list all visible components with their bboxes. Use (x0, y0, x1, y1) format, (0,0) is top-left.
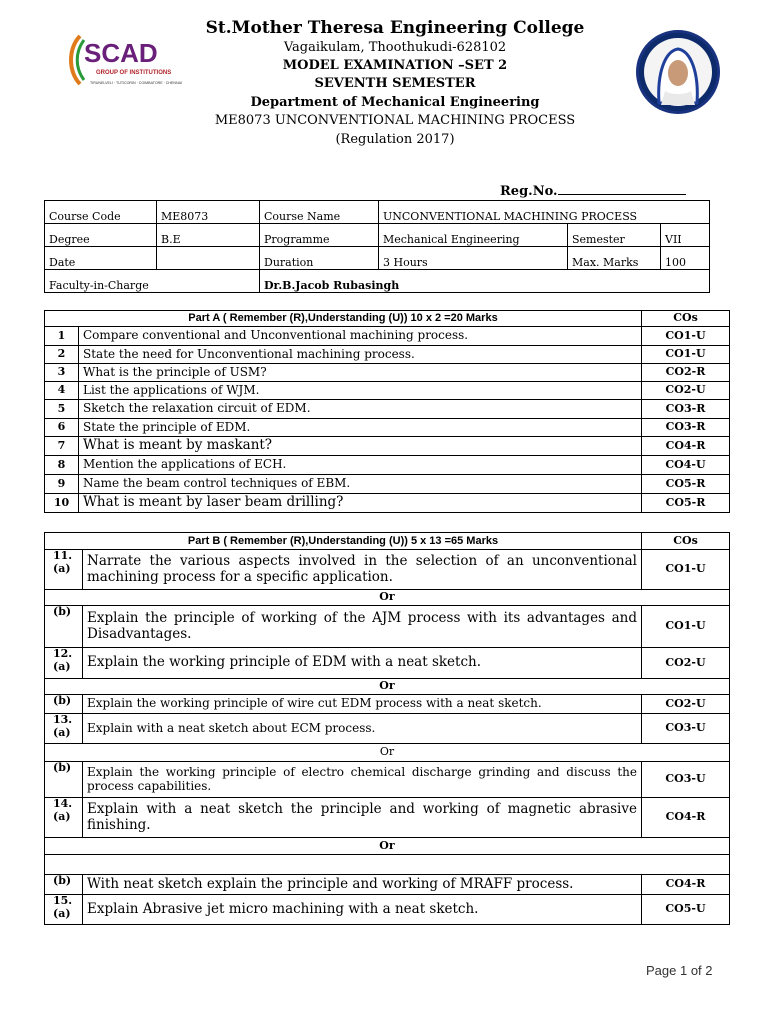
faculty-label: Faculty-in-Charge (45, 270, 260, 293)
college-address: Vagaikulam, Thoothukudi-628102 (283, 40, 507, 55)
question-co: CO2-U (642, 382, 730, 400)
question-number: (b) (45, 875, 83, 895)
logo-sub-text: GROUP OF INSTITUTIONS (96, 70, 172, 76)
part-b-header: Part B ( Remember (R),Understanding (U)) 5 x 13 =65 Marks (45, 533, 642, 550)
question-co: CO5-R (642, 475, 730, 494)
logo-main-text: SCAD (84, 38, 158, 68)
semester-value: VII (661, 224, 710, 247)
subject-title: ME8073 UNCONVENTIONAL MACHINING PROCESS (214, 113, 576, 128)
question-number: 14. (a) (45, 798, 83, 838)
question-co: CO4-R (642, 798, 730, 838)
part-a-header: Part A ( Remember (R),Understanding (U)) 10 x 2 =20 Marks (45, 311, 642, 327)
question-text: Explain the working principle of EDM with a neat sketch. (83, 648, 642, 679)
regulation-text: (Regulation 2017) (335, 132, 455, 147)
course-name-value: UNCONVENTIONAL MACHINING PROCESS (379, 201, 710, 224)
question-text: Explain with a neat sketch about ECM process. (83, 714, 642, 744)
degree-label: Degree (45, 224, 157, 247)
degree-value: B.E (157, 224, 260, 247)
question-text: Explain with a neat sketch the principle and working of magnetic abrasive finishing. (83, 798, 642, 838)
question-text: Compare conventional and Unconventional machining process. (79, 327, 642, 346)
question-text: Explain the working principle of electro chemical discharge grinding and discuss the process capabilities. (83, 762, 642, 798)
question-text: Explain the working principle of wire cut EDM process with a neat sketch. (83, 695, 642, 714)
part-a-co-header: COs (642, 311, 730, 327)
reg-no-line (558, 182, 686, 195)
question-text: Explain Abrasive jet micro machining with a neat sketch. (83, 895, 642, 925)
question-co: CO4-U (642, 456, 730, 475)
part-a-table (44, 310, 730, 513)
date-value (157, 247, 260, 270)
question-number: (b) (45, 695, 83, 714)
exam-title: MODEL EXAMINATION –SET 2 (282, 58, 508, 73)
logo-places-text: TIRUNELVELI · TUTICORIN · COIMBATORE · CHENNAI (90, 81, 182, 85)
question-co: CO5-U (642, 895, 730, 925)
question-text: With neat sketch explain the principle and working of MRAFF process. (83, 875, 642, 895)
reg-no (500, 182, 686, 199)
question-co: CO4-R (642, 437, 730, 456)
portrait-photo (636, 30, 720, 114)
max-marks-value: 100 (661, 247, 710, 270)
question-number: 9 (45, 475, 79, 494)
blank-row (45, 855, 730, 875)
question-co: CO1-U (642, 327, 730, 346)
question-text: Sketch the relaxation circuit of EDM. (79, 400, 642, 419)
question-co: CO3-U (642, 714, 730, 744)
portrait-image (639, 33, 717, 111)
question-number: 6 (45, 419, 79, 437)
semester-title: SEVENTH SEMESTER (314, 76, 476, 91)
duration-label: Duration (260, 247, 379, 270)
question-text: What is meant by laser beam drilling? (79, 494, 642, 513)
or-separator: Or (45, 590, 730, 606)
page-number: Page 1 of 2 (646, 963, 713, 978)
faculty-value: Dr.B.Jacob Rubasingh (260, 270, 710, 293)
question-number: 12. (a) (45, 648, 83, 679)
question-number: 13. (a) (45, 714, 83, 744)
question-co: CO2-U (642, 648, 730, 679)
question-number: 7 (45, 437, 79, 456)
question-number: (b) (45, 762, 83, 798)
question-co: CO3-R (642, 419, 730, 437)
course-code-value: ME8073 (157, 201, 260, 224)
question-co: CO3-R (642, 400, 730, 419)
course-info-table (44, 200, 710, 293)
question-co: CO5-R (642, 494, 730, 513)
programme-label: Programme (260, 224, 379, 247)
or-separator: Or (45, 744, 730, 762)
question-co: CO2-U (642, 695, 730, 714)
question-text: Explain the principle of working of the AJM process with its advantages and Disadvantages. (83, 606, 642, 648)
reg-no-label: Reg.No. (500, 184, 558, 199)
question-text: What is the principle of USM? (79, 364, 642, 382)
or-separator: Or (45, 679, 730, 695)
question-number: 2 (45, 346, 79, 364)
course-code-label: Course Code (45, 201, 157, 224)
course-name-label: Course Name (260, 201, 379, 224)
part-b-co-header: COs (642, 533, 730, 550)
semester-label: Semester (568, 224, 661, 247)
question-number: 11. (a) (45, 550, 83, 590)
question-text: State the need for Unconventional machining process. (79, 346, 642, 364)
programme-value: Mechanical Engineering (379, 224, 568, 247)
or-separator: Or (45, 838, 730, 855)
max-marks-label: Max. Marks (568, 247, 661, 270)
question-number: 5 (45, 400, 79, 419)
question-text: Mention the applications of ECH. (79, 456, 642, 475)
question-number: 8 (45, 456, 79, 475)
question-co: CO1-U (642, 606, 730, 648)
question-co: CO1-U (642, 550, 730, 590)
question-text: Narrate the various aspects involved in the selection of an unconventional machining process for a specific application. (83, 550, 642, 590)
question-number: 10 (45, 494, 79, 513)
question-number: 3 (45, 364, 79, 382)
question-text: State the principle of EDM. (79, 419, 642, 437)
question-text: Name the beam control techniques of EBM. (79, 475, 642, 494)
question-number: 15. (a) (45, 895, 83, 925)
duration-value: 3 Hours (379, 247, 568, 270)
college-name: St.Mother Theresa Engineering College (205, 18, 585, 38)
question-number: (b) (45, 606, 83, 648)
department-title: Department of Mechanical Engineering (250, 95, 540, 110)
question-number: 1 (45, 327, 79, 346)
question-text: List the applications of WJM. (79, 382, 642, 400)
question-co: CO4-R (642, 875, 730, 895)
question-co: CO1-U (642, 346, 730, 364)
question-co: CO3-U (642, 762, 730, 798)
date-label: Date (45, 247, 157, 270)
question-number: 4 (45, 382, 79, 400)
question-co: CO2-R (642, 364, 730, 382)
part-b-table (44, 532, 730, 925)
question-text: What is meant by maskant? (79, 437, 642, 456)
scad-logo (66, 28, 182, 92)
